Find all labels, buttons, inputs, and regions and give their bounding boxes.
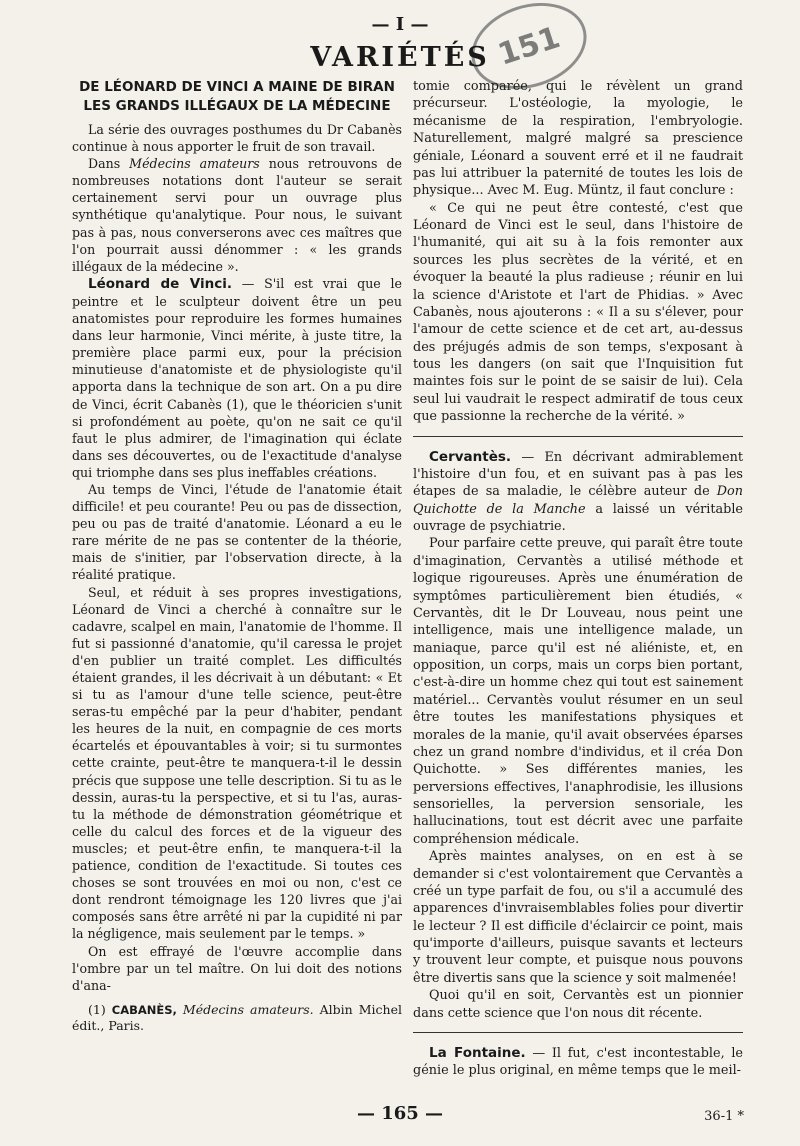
- leonard-paragraph-3: Seul, et réduit à ses propres investigations, Léonard de Vinci a cherché à connaître sur le cadavre, scalpel en main, l'anatomie de l'homme. Il fut si passionné d'anatomie, qu'il caressa le projet d'en publier un traité complet. Les difficultés étaient grandes, il les décrivait à un débutant: « Et si tu as l'amour d'une telle science, peut-être seras-tu empêché par la peur d'habiter, pendant les heures de la nuit, en compagnie de ces morts écartelés et épouvantables à voir; si tu surmontes cette crainte, peut-être te manquera-t-il le dessin précis que suppose une telle description. Si tu as le dessin, auras-tu la perspective, et si tu l'as, auras-tu la méthode de démonstration géométrique et celle du calcul des forces et de la vigueur des muscles; et peut-être enfin, te manquera-t-il la patience, condition de l'exactitude. Si toutes ces choses se sont trouvées en moi ou non, c'est ce dont rendront témoignage les 120 livres que j'ai composés sans être arrêté ni par la cupidité ni par la négligence, mais seulement par le temps. »: [72, 584, 402, 942]
- section-title-line-1: DE LÉONARD DE VINCI A MAINE DE BIRAN: [79, 79, 395, 95]
- right-column: [413, 78, 743, 1080]
- leonard-paragraph-4: On est effrayé de l'œuvre accomplie dans l'ombre par un tel maître. On lui doit des notions d'ana-: [72, 943, 402, 993]
- intro-paragraph-1: La série des ouvrages posthumes du Dr Cabanès continue à nous apporter le fruit de son travail.: [72, 122, 402, 155]
- cervantes-heading: Cervantès.: [429, 448, 512, 465]
- section-divider: [413, 436, 743, 437]
- book-title: Médecins amateurs: [129, 156, 260, 172]
- left-column: [72, 78, 402, 1034]
- lafontaine-paragraph-1: La Fontaine. — Il fut, c'est incontestable, le génie le plus original, en même temps que le meil-: [413, 1044, 743, 1079]
- leonard-continuation: tomie comparée, qui le révèlent un grand précurseur. L'ostéologie, la myologie, le mécanisme de la respiration, l'embryologie. Naturellement, malgré malgré sa prescience géniale, Léonard a souvent erré et il ne faudrait pas lui attribuer la paternité de toutes les lois de physique... Avec M. Eug. Müntz, il faut conclure :: [413, 79, 743, 199]
- cervantes-paragraph-4: Quoi qu'il en soit, Cervantès est un pionnier dans cette science que l'on nous dit récente.: [413, 988, 743, 1021]
- don-quichotte-title: Don Quichotte de la Manche: [413, 484, 743, 517]
- leonard-heading: Léonard de Vinci.: [88, 275, 232, 292]
- cervantes-paragraph-2: Pour parfaire cette preuve, qui paraît être toute d'imagination, Cervantès a utilisé méthode et logique rigoureuses. Après une énumération de symptômes particulièrement bien étudiés, « Cervantès, dit le Dr Louveau, nous peint une intelligence, mais une intelligence malade, un maniaque, parce qu'il est né aliéniste, et, en opposition, un corps, mais un corps bien portant, c'est-à-dire un homme chez qui tout est sainement matériel... Cervantès voulut résumer en un seul être toutes les manifestations physiques et morales de la manie, qu'il avait observées éparses chez un grand nombre d'individus, et il créa Don Quichotte. » Ses différentes manies, les perversions effectives, l'anaphrodisie, les illusions sensorielles, la perversion sensoriale, les hallucinations, tout est décrit avec une parfaite compréhension médicale.: [413, 536, 743, 847]
- leonard-paragraph-1: Léonard de Vinci. — S'il est vrai que le peintre et le sculpteur doivent être un peu anatomistes pour reproduire les formes humaines dans leur harmonie, Vinci mérite, à juste titre, la première place parmi eux, pour la précision minutieuse d'anatomiste et de physiologiste qu'il apporta dans la technique de son art. On a pu dire de Vinci, écrit Cabanès (1), que le théoricien s'unit si profondément au poète, qu'on ne sait ce qu'il faut le plus admirer, de l'imagination qui éclate dans ses découvertes, ou de l'exactitude d'analyse qui triomphe dans ses plus ineffables créations.: [72, 275, 402, 480]
- lafontaine-heading: La Fontaine.: [429, 1044, 526, 1061]
- section-title-line-2: LES GRANDS ILLÉGAUX DE LA MÉDECINE: [83, 98, 391, 114]
- section-title: [72, 78, 402, 116]
- leonard-quote: « Ce qui ne peut être contesté, c'est que Léonard de Vinci est le seul, dans l'histoire de l'humanité, qui ait su à la fois remonter aux sources les plus secrètes de la vérité, et en évoquer la beauté la plus radieuse ; réunir en lui la science d'Aristote et l'art de Phidias. » Avec Cabanès, nous ajouterons : « Il a su s'élever, pour l'amour de cette science et de cet art, au-dessus des préjugés admis de son temps, s'exposant à tous les dangers (on sait que l'Inquisition fut maintes fois sur le point de se saisir de lui). Cela seul lui vaudrait le respect admiratif de tous ceux que passionne la recherche de la vérité. »: [413, 200, 743, 425]
- leonard-paragraph-2: Au temps de Vinci, l'étude de l'anatomie était difficile! et peu courante! Peu ou pas de dissection, peu ou pas de traité d'anatomie. Léonard a eu le rare mérite de ne pas se contenter de la théorie, mais de s'initier, par l'observation directe, à la réalité pratique.: [72, 481, 402, 583]
- signature-mark: 36-1 *: [704, 1109, 744, 1124]
- page-top-number: — I —: [371, 14, 429, 35]
- page-folio: — 165 —: [356, 1103, 444, 1124]
- footnote: (1) CABANÈS, Médecins amateurs. Albin Michel édit., Paris.: [72, 1001, 402, 1033]
- cervantes-paragraph-3: Après maintes analyses, on en est à se demander si c'est volontairement que Cervantès a créé un type parfait de fou, ou s'il a accumulé des apparences d'invraisemblables folies pour divertir le lecteur ? Il est difficile d'éclaircir ce point, mais qu'importe d'ailleurs, puisque savants et lecteurs y trouvent leur compte, et puisque nous pouvons être divertis sans que la science y soit malmenée!: [413, 849, 743, 986]
- section-divider-2: [413, 1032, 743, 1033]
- intro-paragraph-2: Dans Médecins amateurs nous retrouvons de nombreuses notations dont l'auteur se serait certainement servi pour un ouvrage plus synthétique qu'analytique. Pour nous, le suivant pas à pas, nous converserons avec ces maîtres que l'on pourrait aussi dénommer : « les grands illégaux de la médecine ».: [72, 156, 403, 274]
- stamp-text: 151: [493, 19, 565, 73]
- cervantes-paragraph-1: Cervantès. — En décrivant admirablement l'histoire d'un fou, et en suivant pas à pas les étapes de sa maladie, le célèbre auteur de Don Quichotte de la Manche a laissé un véritable ouvrage de psychiatrie.: [413, 448, 743, 534]
- page-title: VARIÉTÉS: [310, 42, 490, 73]
